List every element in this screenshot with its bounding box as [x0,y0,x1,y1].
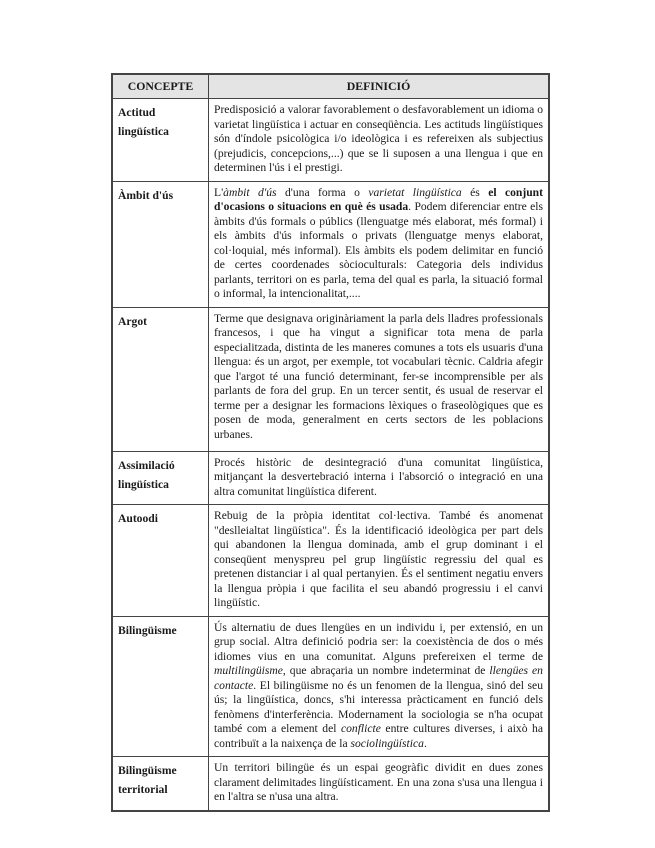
header-definition: DEFINICIÓ [209,74,550,99]
definition-text: Predisposició a valorar favorablement o desfavorablement un idioma o varietat lingüística i actuar en conseqüència. Les actituds lingüístiques són d'índole psicològica i/o ideològica i es refereixen als subjectius (prejudicis, concepcions,...) que se li suposen a una llengua i que en determinen l'ús i el prestigi. [214,103,543,174]
table-row [112,307,549,451]
concept-cell: Àmbit d'ús [112,181,209,307]
definition-bold-text: el conjunt d'ocasions o situacions en què és usada [214,185,543,213]
table-row [112,616,549,757]
concept-cell: Bilingüisme [112,616,209,757]
definition-cell [209,181,550,307]
definition-italic-text: llengües en contacte [214,664,543,692]
table-row [112,99,549,182]
definition-text: Un territori bilingüe és un espai geogràfic dividit en dues zones clarament delimitades lingüísticament. En una zona s'usa una llengua i en l'altra se n'usa una altra. [214,761,543,803]
definition-text: Procés històric de desintegració d'una comunitat lingüística, mitjançant la desvertebració interna i l'absorció o integració en una altra comunitat lingüística diferent. [214,455,543,498]
definition-italic-text: àmbit d'ús [223,185,277,199]
definition-italic-text: multilingüisme [214,664,283,677]
definition-text: . Podem diferenciar entre els àmbits d'ús formals o públics (llenguatge més elaborat, més formal) i els àmbits d'ús informals o privats (llenguatge menys elaborat, col·loquial, més informal). Els àmbits els podem delimitar en funció de certes coordenades sòcioculturals: Categoria dels individus parlants, territori on es parla, tema del qual es parla, la situació formal o informal, la intencionalitat,.... [214,200,544,300]
definition-text: . El bilingüisme no és un fenomen de la llengua, sinó del seu ús; la lingüística, doncs, s'hi interessa pràcticament en funció dels fenòmens d'interferència. Modernament la sociologia se n'ha ocupat també com a element del [214,678,543,735]
concept-cell: Argot [112,307,209,451]
definition-cell [209,616,550,757]
definition-text: Ús alternatiu de dues llengües en un individu i, per extensió, en un grup social. Altra definició podria ser: la coexistència de dos o més idiomes vius en una comunitat. Alguns prefereixen el terme de [214,620,543,663]
definition-italic-text: sociolingüística [350,736,424,750]
definition-text: Terme que designava originàriament la parla dels lladres professionals francesos, i que ha vingut a significar tota mena de parla especialitzada, distinta de les maneres comunes a tots els usuaris d'una llengua: és un argot, per exemple, tot vocabulari tècnic. Caldria afegir que l'argot té una funció determinant, fer-se incomprensible per als parlants de fora del grup. En un tercer sentit, és usual de reservar el terme per a designar les formacions lèxiques o fraseològiques que es posen de moda, generalment en certs sectors de les poblacions urbanes. [214,311,543,441]
definition-cell [209,505,550,617]
concept-cell: Autoodi [112,505,209,617]
table-row [112,757,549,811]
table-header-row [112,74,549,99]
concept-cell: Bilingüisme territorial [112,757,209,811]
definition-text: entre cultures diverses, i això ha contribuït a la naixença de la [214,722,543,750]
definition-text: d'una forma o [276,185,369,199]
definition-text: , que abraçaria un nombre indeterminat de [282,664,490,677]
definition-italic-text: conflicte [340,722,381,735]
definition-text: és [461,185,489,199]
definition-text: . [423,736,427,750]
concept-cell: Actitud lingüística [112,99,209,182]
definition-cell [209,99,550,182]
definition-cell [209,451,550,505]
header-concept: CONCEPTE [112,74,209,99]
definition-text: Rebuig de la pròpia identitat col·lectiva. També és anomenat "deslleialtat lingüística". És la identificació ideològica per part dels qui abandonen la llengua dominada, amb el grup dominant i el conseqüent menyspreu pel grup lingüístic regressiu del qual es pretenen distanciar i al qual pertanyien. És el sentiment negatiu envers la llengua pròpia i que facilita el seu abandó progressiu i el canvi lingüístic. [214,509,543,609]
glossary-table [111,73,550,812]
table-row [112,505,549,617]
concept-cell: Assimilació lingüística [112,451,209,505]
definition-cell [209,757,550,811]
definition-italic-text: varietat lingüística [368,185,462,199]
definition-cell [209,307,550,451]
table-row [112,181,549,307]
definition-text: L' [214,185,224,199]
table-row [112,451,549,505]
